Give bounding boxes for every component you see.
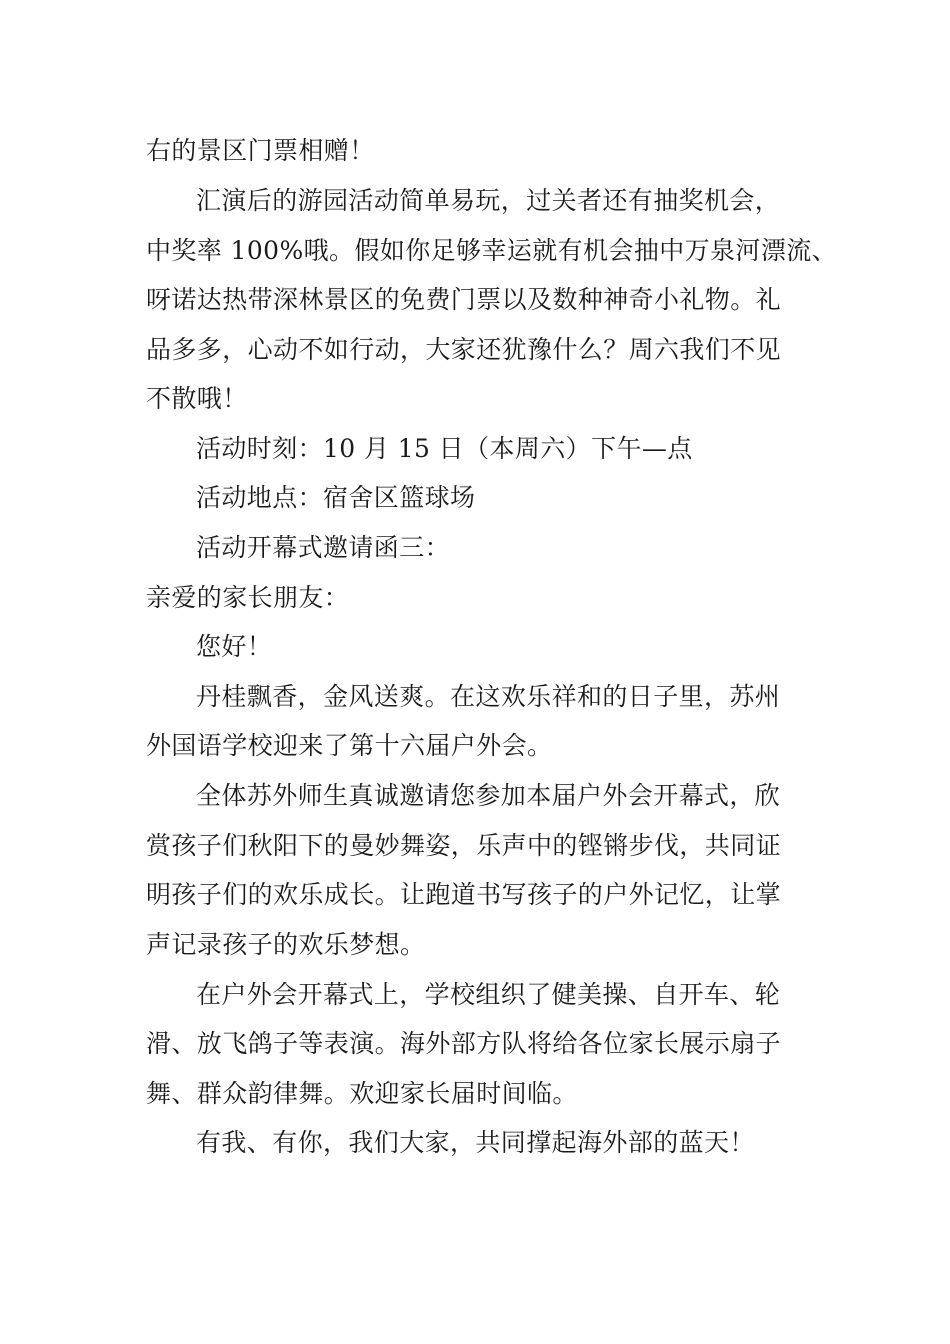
text-line: 声记录孩子的欢乐梦想。 bbox=[146, 930, 426, 959]
text-line: 汇演后的游园活动简单易玩，过关者还有抽奖机会， bbox=[196, 186, 781, 215]
text-line: 在户外会开幕式上，学校组织了健美操、自开车、轮 bbox=[196, 980, 781, 1009]
text-line: 赏孩子们秋阳下的曼妙舞姿，乐声中的铿锵步伐，共同证 bbox=[146, 831, 782, 860]
greeting: 您好！ bbox=[196, 632, 273, 661]
text-line: 舞、群众韵律舞。欢迎家长届时间临。 bbox=[146, 1079, 578, 1108]
text-line: 品多多，心动不如行动，大家还犹豫什么？周六我们不见 bbox=[146, 335, 782, 364]
text-line: 呀诺达热带深林景区的免费门票以及数种神奇小礼物。礼 bbox=[146, 285, 782, 314]
text-line: 右的景区门票相赠！ bbox=[146, 136, 375, 165]
text-line: 活动时刻：10 月 15 日（本周六）下午—点 bbox=[196, 434, 693, 463]
text-line: 全体苏外师生真诚邀请您参加本届户外会开幕式，欣 bbox=[196, 781, 781, 810]
text-line: 中奖率 100%哦。假如你足够幸运就有机会抽中万泉河漂流、 bbox=[146, 236, 838, 265]
text-line: 有我、有你，我们大家，共同撑起海外部的蓝天！ bbox=[196, 1128, 755, 1157]
section-heading: 活动开幕式邀请函三： bbox=[196, 533, 451, 562]
text-line: 滑、放飞鸽子等表演。海外部方队将给各位家长展示扇子 bbox=[146, 1029, 782, 1058]
text-line: 明孩子们的欢乐成长。让跑道书写孩子的户外记忆，让掌 bbox=[146, 880, 782, 909]
text-line: 不散哦！ bbox=[146, 384, 248, 413]
salutation: 亲爱的家长朋友： bbox=[146, 583, 350, 612]
text-line: 丹桂飘香，金风送爽。在这欢乐祥和的日子里，苏州 bbox=[196, 682, 781, 711]
text-line: 外国语学校迎来了第十六届户外会。 bbox=[146, 731, 553, 760]
text-line: 活动地点：宿舍区篮球场 bbox=[196, 483, 476, 512]
